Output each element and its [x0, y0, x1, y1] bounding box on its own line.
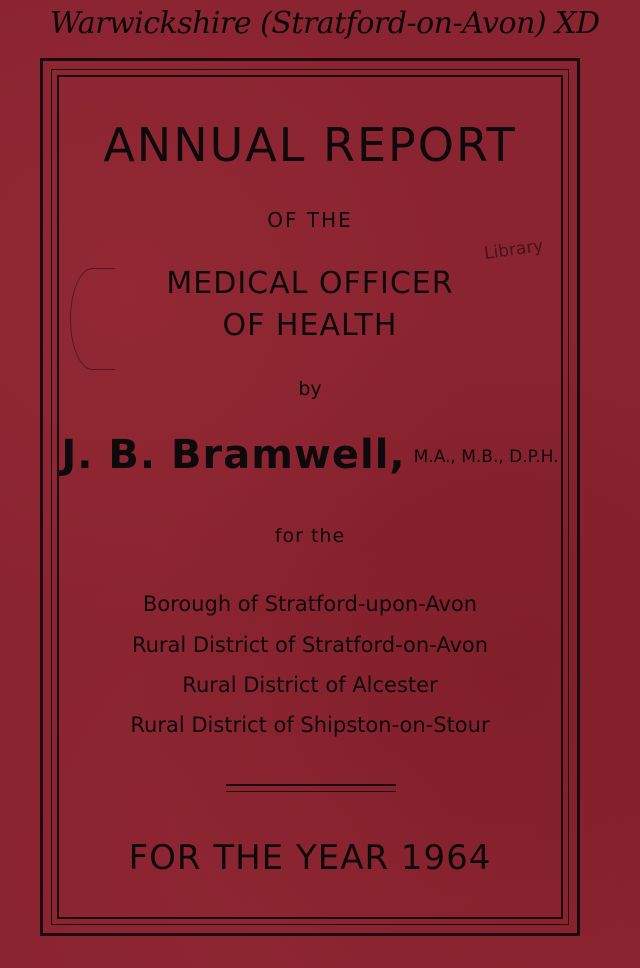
author-name: J. B. Bramwell, — [61, 432, 406, 478]
divider-rule — [226, 784, 396, 792]
author-line — [40, 432, 580, 478]
by-text: by — [298, 378, 322, 400]
report-title: ANNUAL REPORT — [103, 118, 517, 172]
report-year: FOR THE YEAR 1964 — [128, 838, 492, 878]
cover-border-frame — [40, 58, 580, 936]
handwritten-annotation: Warwickshire (Stratford-on-Avon) XD — [50, 6, 600, 41]
district-item: Rural District of Stratford-on-Avon — [131, 633, 489, 657]
office-line-1: MEDICAL OFFICER — [166, 266, 454, 301]
for-the-text: for the — [274, 525, 346, 547]
author-qualifications: M.A., M.B., D.P.H. — [413, 447, 559, 467]
district-item: Rural District of Shipston-on-Stour — [130, 713, 490, 737]
cover-border-inner2 — [57, 75, 563, 919]
office-line-2: OF HEALTH — [222, 308, 398, 343]
library-stamp-text: Library — [482, 235, 545, 265]
district-item: Borough of Stratford-upon-Avon — [142, 592, 478, 616]
district-item: Rural District of Alcester — [182, 673, 438, 697]
of-the-text: OF THE — [267, 208, 353, 232]
